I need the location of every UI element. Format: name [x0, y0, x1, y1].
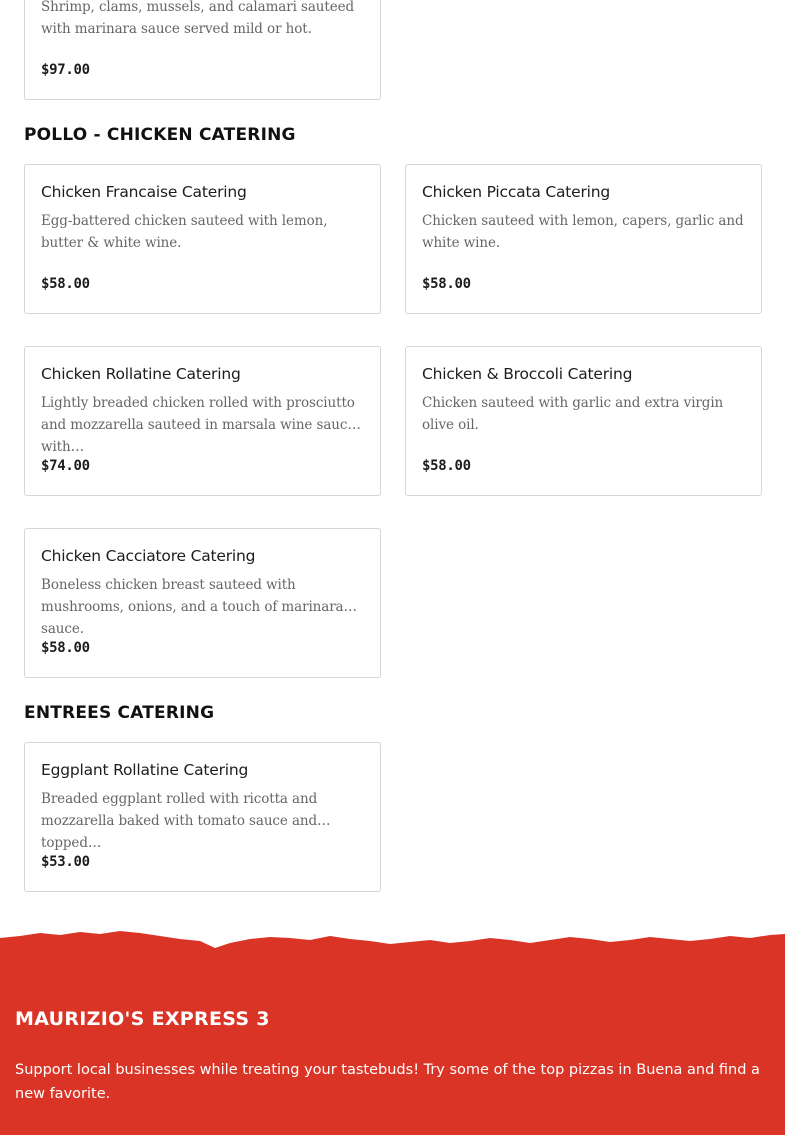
menu-item-price: $53.00	[41, 854, 90, 870]
menu-item-price: $58.00	[422, 458, 471, 474]
menu-item-description: Egg-battered chicken sauteed with lemon, butter & white wine.	[41, 213, 328, 251]
menu-item-price: $58.00	[41, 276, 90, 292]
menu-item-description: Breaded eggplant rolled with ricotta and mozzarella baked with tomato sauce and topped…	[41, 791, 318, 851]
menu-item-card[interactable]	[405, 346, 762, 496]
menu-item-price: $97.00	[41, 62, 90, 78]
menu-item-name: Eggplant Rollatine Catering	[41, 761, 249, 779]
menu-item-description: Shrimp, clams, mussels, and calamari sauteed with marinara sauce served mild or hot.	[41, 0, 355, 37]
menu-item-card[interactable]	[405, 164, 762, 314]
menu-item-description: Chicken sauteed with garlic and extra virgin olive oil.	[422, 395, 724, 433]
menu-item-description: Boneless chicken breast sauteed with mushrooms, onions, and a touch of marinara sauce.	[41, 577, 344, 637]
menu-item-description: Chicken sauteed with lemon, capers, garlic and white wine.	[422, 213, 744, 251]
menu-item-name: Chicken Rollatine Catering	[41, 365, 241, 383]
menu-item-price: $74.00	[41, 458, 90, 474]
menu-item-price: $58.00	[41, 640, 90, 656]
menu-item-card[interactable]	[24, 164, 381, 314]
menu-item-name: Chicken Cacciatore Catering	[41, 547, 256, 565]
menu-item-name: Chicken & Broccoli Catering	[422, 365, 633, 383]
menu-item-card[interactable]	[24, 742, 381, 892]
menu-item-name: Chicken Francaise Catering	[41, 183, 247, 201]
menu-item-price: $58.00	[422, 276, 471, 292]
footer-title: MAURIZIO'S EXPRESS 3	[15, 1008, 270, 1030]
menu-item-description: Lightly breaded chicken rolled with prosciutto and mozzarella sauteed in marsala wine sauce with…	[41, 395, 356, 455]
menu-item-card[interactable]	[24, 0, 381, 100]
menu-item-card[interactable]	[24, 346, 381, 496]
footer	[0, 930, 785, 1135]
menu-item-card[interactable]	[24, 528, 381, 678]
section-title: ENTREES CATERING	[24, 703, 215, 723]
section-title: POLLO - CHICKEN CATERING	[24, 125, 296, 145]
menu-item-name: Chicken Piccata Catering	[422, 183, 611, 201]
footer-text: Support local businesses while treating your tastebuds! Try some of the top pizzas in Buena and find a new favorite.	[15, 1062, 760, 1102]
